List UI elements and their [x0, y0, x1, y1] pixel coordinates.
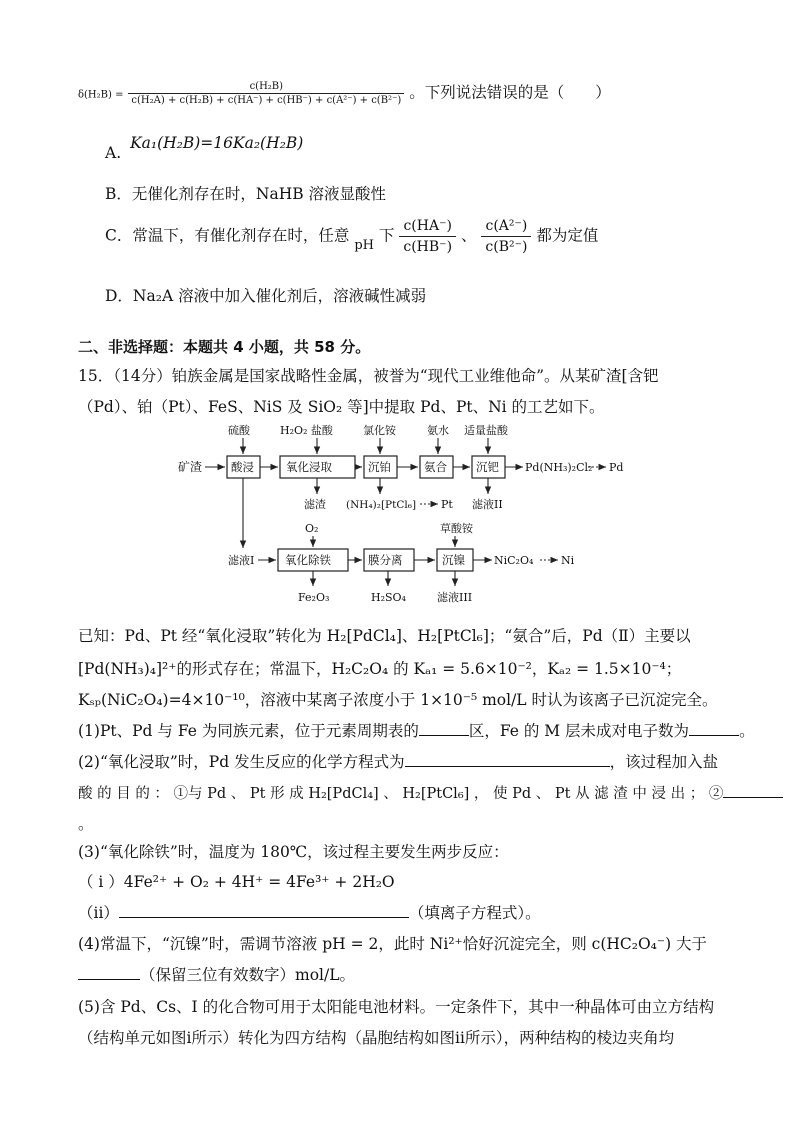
part-2-blank-purpose[interactable]: [723, 783, 783, 798]
q14-delta-definition: [78, 80, 611, 107]
box-pd-precipitation-label: 沉钯: [476, 460, 499, 474]
pd-complex-product: Pd(NH₃)₂Cl₂: [525, 461, 593, 474]
delta-fraction: [128, 80, 404, 107]
section-heading: 二、非选择题：本题共 4 小题，共 58 分。: [78, 338, 371, 356]
q14-option-c: [105, 216, 598, 257]
question-part-5-line-2: （结构单元如图ⅰ所示）转化为四方结构（晶胞结构如图ⅱ所示），两种结构的棱边夹角均: [78, 1029, 675, 1047]
box-pt-precipitation-label: 沉铂: [368, 460, 391, 474]
option-c-fraction-2: [481, 216, 531, 257]
q14-option-d: D．Na₂A 溶液中加入催化剂后，溶液碱性减弱: [105, 287, 427, 305]
part-2-text-line-2: 酸 的 目 的 ： ①与 Pd 、 Pt 形 成 H₂[PdCl₄] 、 H₂[PtCl₆] ， 使 Pd 、 Pt 从 滤 渣 中 浸 出 ； ②: [78, 786, 724, 802]
reagent-ammonia: 氨水: [427, 424, 449, 437]
part-1-text-a: (1)Pt、Pd 与 Fe 为同族元素，位于元素周期表的: [78, 722, 419, 740]
box-ammination-label: 氨合: [424, 460, 447, 474]
option-c-post: 都为定值: [536, 226, 599, 245]
q14-option-b: B．无催化剂存在时，NaHB 溶液显酸性: [105, 185, 387, 203]
known-line-1: 已知：Pd、Pt 经“氧化浸取”转化为 H₂[PdCl₄]、H₂[PtCl₆]；“氨合”后，Pd（Ⅱ）主要以: [78, 627, 691, 645]
pd-final: Pd: [609, 461, 624, 474]
part-2-blank-equation[interactable]: [405, 752, 610, 767]
box-membrane-separation-label: 膜分离: [368, 553, 403, 567]
part-4-blank[interactable]: [78, 965, 140, 980]
delta-lhs: δ(H₂B) =: [78, 89, 124, 101]
filter-residue: 滤渣: [304, 498, 326, 511]
reagent-ammonium-chloride: 氯化铵: [363, 424, 396, 437]
known-line-2: [Pd(NH₃)₄]²⁺的形式存在；常温下，H₂C₂O₄ 的 Kₐ₁ = 5.6×10⁻²，Kₐ₂ = 1.5×10⁻⁴；: [78, 660, 682, 678]
ammonium-chloroplatinate: (NH₄)₂[PtCl₆]: [346, 499, 417, 511]
reagent-sulfuric-acid: 硫酸: [228, 424, 250, 437]
question-part-1: [78, 719, 755, 741]
filtrate-3: 滤液III: [437, 591, 473, 604]
sulfuric-acid-out: H₂SO₄: [371, 591, 406, 604]
delta-denominator: c(H₂A) + c(H₂B) + c(HA⁻) + c(HB⁻) + c(A²⁻) + c(B²⁻): [128, 93, 404, 107]
fraction-2-numerator: c(A²⁻): [485, 218, 528, 234]
box-oxidative-leach-label: 氧化浸取: [286, 460, 332, 474]
reaction-ii-blank[interactable]: [119, 903, 409, 918]
question-part-5: (5)含 Pd、Cs、I 的化合物可用于太阳能电池材料。一定条件下，其中一种晶体可由立方结构: [78, 998, 715, 1016]
fraction-2-denominator: c(B²⁻): [481, 236, 531, 257]
fraction-1-denominator: c(HB⁻): [399, 236, 456, 257]
reagent-ammonium-oxalate: 草酸铵: [440, 522, 473, 535]
part-2-text-b: ，该过程加入盐: [609, 753, 719, 771]
option-c-mid: 下: [378, 226, 395, 245]
question-part-3: (3)“氧化除铁”时，温度为 180℃，该过程主要发生两步反应：: [78, 843, 509, 861]
q14-option-a: [105, 134, 304, 162]
nickel-oxalate-product: NiC₂O₄: [494, 554, 534, 567]
box-oxidative-iron-removal-label: 氧化除铁: [285, 553, 331, 567]
reagent-h2o2-hcl: H₂O₂ 盐酸: [280, 424, 333, 437]
box-acid-leach-label: 酸浸: [231, 460, 254, 474]
option-a-label: A.: [105, 144, 122, 162]
reagent-oxygen: O₂: [305, 522, 319, 535]
question-part-4: (4)常温下，“沉镍”时，需调节溶液 pH = 2，此时 Ni²⁺恰好沉淀完全，则 c(HC₂O₄⁻) 大于: [78, 935, 708, 953]
known-line-3: Kₛₚ(NiC₂O₄)=4×10⁻¹⁰，溶液中某离子浓度小于 1×10⁻⁵ mol/L 时认为该离子已沉淀完全。: [78, 691, 718, 709]
filtrate-2: 滤液II: [472, 498, 503, 511]
process-flow-diagram: [0, 420, 800, 620]
fraction-1-numerator: c(HA⁻): [403, 218, 452, 234]
reagent-hcl-proper: 适量盐酸: [464, 424, 508, 437]
option-c-pre: C．常温下，有催化剂存在时，任意: [105, 226, 350, 245]
reaction-ii-hint: （填离子方程式）。: [408, 904, 541, 922]
delta-numerator: c(H₂B): [249, 81, 284, 92]
part-4-text: （保留三位有效数字）mol/L。: [140, 966, 356, 984]
question-part-2: [78, 750, 718, 772]
option-c-fraction-1: [399, 216, 456, 257]
question-part-2-line-2: [78, 782, 783, 803]
iron-oxide: Fe₂O₃: [298, 591, 330, 604]
start-slag: 矿渣: [178, 460, 203, 474]
option-a-text: Ka₁(H₂B)=16Ka₂(H₂B): [130, 134, 304, 152]
part-1-text-c: 。: [739, 722, 755, 740]
reaction-i: （ i ）4Fe²⁺ + O₂ + 4H⁺ = 4Fe³⁺ + 2H₂O: [78, 873, 395, 891]
option-c-sep: 、: [460, 226, 477, 245]
question-part-2-line-3: 。: [78, 815, 94, 833]
part-2-text-a: (2)“氧化浸取”时，Pd 发生反应的化学方程式为: [78, 753, 405, 771]
option-c-ph: pH: [354, 237, 374, 253]
question-part-4-line-2: [78, 963, 355, 985]
q15-intro-line-1: 15．（14分）铂族金属是国家战略性金属，被誉为“现代工业维他命”。从某矿渣[含钯: [78, 367, 659, 385]
reaction-ii-label: （ii）: [78, 904, 119, 922]
reaction-ii: [78, 901, 541, 923]
filtrate-1: 滤液I: [228, 554, 255, 567]
part-1-blank-block[interactable]: [419, 721, 469, 736]
ni-final: Ni: [561, 554, 575, 567]
pt-final: Pt: [441, 498, 453, 511]
part-1-text-b: 区，Fe 的 M 层未成对电子数为: [468, 722, 690, 740]
box-ni-precipitation-label: 沉镍: [442, 553, 465, 567]
q15-intro-line-2: （Pd）、铂（Pt）、FeS、NiS 及 SiO₂ 等]中提取 Pd、Pt、Ni 的工艺如下。: [78, 398, 605, 416]
q14-stem-end: 。下列说法错误的是（ ）: [409, 83, 611, 102]
part-1-blank-electrons[interactable]: [689, 721, 739, 736]
